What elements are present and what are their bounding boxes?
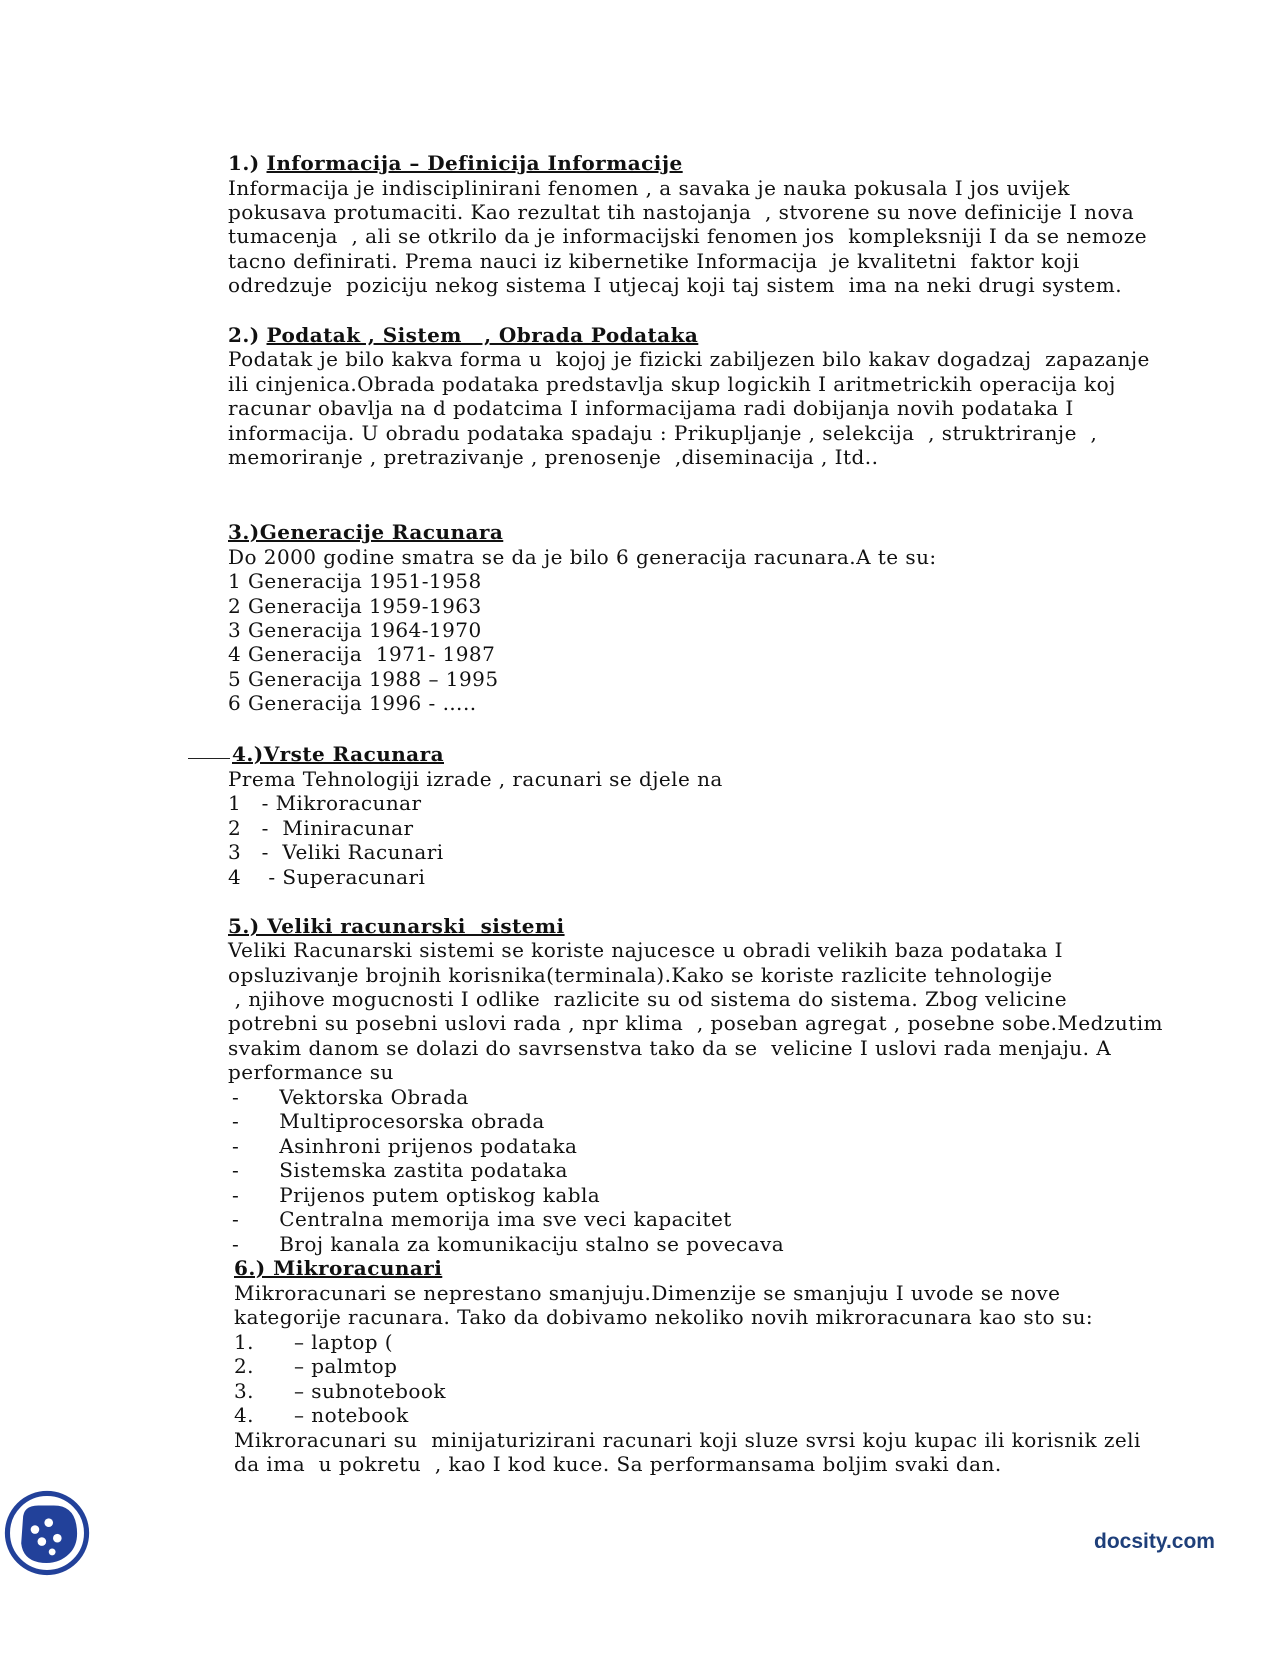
section-3-line: 1 Generacija 1951-1958	[228, 569, 482, 593]
section-3-line: 6 Generacija 1996 - …..	[228, 691, 477, 715]
section-6-closing-line: Mikroracunari su minijaturizirani racunari koji sluze svrsi koju kupac ili korisnik zeli	[234, 1428, 1141, 1452]
bullet-text: Vektorska Obrada	[279, 1085, 469, 1109]
section-6-line: kategorije racunara. Tako da dobivamo nekoliko novih mikroracunara kao sto su:	[234, 1305, 1094, 1329]
bullet-text: Asinhroni prijenos podataka	[279, 1134, 578, 1158]
list-item	[232, 1109, 545, 1133]
list-item	[232, 1158, 568, 1182]
list-item	[232, 1085, 469, 1109]
bullet-marker: -	[232, 1109, 240, 1133]
section-4-line: 3 - Veliki Racunari	[228, 840, 444, 864]
bullet-text: Centralna memorija ima sve veci kapacitet	[279, 1207, 732, 1231]
item-text: – palmtop	[293, 1354, 398, 1378]
section-3-line: 3 Generacija 1964-1970	[228, 618, 482, 642]
section-5-line: svakim danom se dolazi do savrsenstva tako da se velicine I uslovi rada menjaju. A	[228, 1036, 1112, 1060]
item-text: – laptop (	[293, 1330, 394, 1354]
section-4-line: 4 - Superacunari	[228, 865, 426, 889]
section-6-line: Mikroracunari se neprestano smanjuju.Dimenzije se smanjuju I uvode se nove	[234, 1281, 1061, 1305]
section-1-number: 1.)	[228, 151, 260, 175]
bullet-marker: -	[232, 1183, 240, 1207]
numbered-item	[234, 1330, 393, 1354]
numbered-item	[234, 1379, 446, 1403]
item-number: 1.	[234, 1330, 254, 1354]
section-1-line: Informacija je indisciplinirani fenomen , a savaka je nauka pokusala I jos uvijek	[228, 176, 1070, 200]
numbered-item	[234, 1354, 397, 1378]
numbered-item	[234, 1403, 409, 1427]
section-5-line: opsluzivanje brojnih korisnika(terminala).Kako se koriste razlicite tehnologije	[228, 963, 1053, 987]
bullet-marker: -	[232, 1158, 240, 1182]
item-number: 2.	[234, 1354, 254, 1378]
section-1-title: Informacija – Definicija Informacije	[266, 151, 683, 175]
section-4-heading: 4.)Vrste Racunara	[232, 742, 444, 766]
section-2-line: memoriranje , pretrazivanje , prenosenje ,diseminacija , Itd..	[228, 445, 879, 469]
section-1-line: pokusava protumaciti. Kao rezultat tih nastojanja , stvorene su nove definicije I nova	[228, 200, 1135, 224]
section-1-heading	[228, 151, 683, 175]
item-number: 3.	[234, 1379, 254, 1403]
section-5-line: , njihove mogucnosti I odlike razlicite su od sistema do sistema. Zbog velicine	[228, 987, 1067, 1011]
bullet-text: Sistemska zastita podataka	[279, 1158, 568, 1182]
section-2-line: informacija. U obradu podataka spadaju : Prikupljanje , selekcija , struktriranje ,	[228, 421, 1098, 445]
item-number: 4.	[234, 1403, 254, 1427]
item-text: – subnotebook	[293, 1379, 446, 1403]
bullet-text: Broj kanala za komunikaciju stalno se povecava	[279, 1232, 785, 1256]
section-3-line: 2 Generacija 1959-1963	[228, 594, 482, 618]
list-item	[232, 1207, 732, 1231]
section-3-line: 5 Generacija 1988 – 1995	[228, 667, 499, 691]
section-2-number: 2.)	[228, 323, 260, 347]
bullet-marker: -	[232, 1134, 240, 1158]
item-text: – notebook	[293, 1403, 409, 1427]
section-2-line: racunar obavlja na d podatcima I informacijama radi dobijanja novih podataka I	[228, 396, 1074, 420]
bullet-text: Multiprocesorska obrada	[279, 1109, 545, 1133]
section-4-line: 1 - Mikroracunar	[228, 791, 422, 815]
section-4-line: Prema Tehnologiji izrade , racunari se djele na	[228, 767, 723, 791]
section-2-title: Podatak , Sistem , Obrada Podataka	[266, 323, 699, 347]
section-5-line: potrebni su posebni uslovi rada , npr klima , poseban agregat , posebne sobe.Medzutim	[228, 1011, 1163, 1035]
list-item	[232, 1134, 577, 1158]
section-1-line: tacno definirati. Prema nauci iz kibernetike Informacija je kvalitetni faktor koji	[228, 249, 1080, 273]
docsity-logo-icon[interactable]	[4, 1490, 90, 1576]
bullet-marker: -	[232, 1232, 240, 1256]
section-3-line: 4 Generacija 1971- 1987	[228, 642, 496, 666]
section-1-line: tumacenja , ali se otkrilo da je informacijski fenomen jos kompleksniji I da se nemoze	[228, 224, 1148, 248]
section-5-heading: 5.) Veliki racunarski sistemi	[228, 914, 565, 938]
section-4-line: 2 - Miniracunar	[228, 816, 414, 840]
section-5-line: performance su	[228, 1060, 394, 1084]
section-6-closing-line: da ima u pokretu , kao I kod kuce. Sa performansama boljim svaki dan.	[234, 1452, 1002, 1476]
section-4-underline-rule	[188, 758, 230, 759]
docsity-brand-link[interactable]: docsity.com	[1094, 1530, 1215, 1553]
section-5-line: Veliki Racunarski sistemi se koriste najucesce u obradi velikih baza podataka I	[228, 938, 1064, 962]
list-item	[232, 1183, 600, 1207]
list-item	[232, 1232, 784, 1256]
section-2-line: ili cinjenica.Obrada podataka predstavlja skup logickih I aritmetrickih operacija koj	[228, 372, 1116, 396]
bullet-marker: -	[232, 1207, 240, 1231]
section-3-line: Do 2000 godine smatra se da je bilo 6 generacija racunara.A te su:	[228, 545, 937, 569]
bullet-text: Prijenos putem optiskog kabla	[279, 1183, 601, 1207]
section-6-heading: 6.) Mikroracunari	[234, 1256, 443, 1280]
section-1-line: odredzuje poziciju nekog sistema I utjecaj koji taj sistem ima na neki drugi system.	[228, 273, 1123, 297]
section-2-line: Podatak je bilo kakva forma u kojoj je fizicki zabiljezen bilo kakav dogadzaj zapazanje	[228, 347, 1150, 371]
section-2-heading	[228, 323, 698, 347]
bullet-marker: -	[232, 1085, 240, 1109]
section-3-heading: 3.)Generacije Racunara	[228, 520, 504, 544]
